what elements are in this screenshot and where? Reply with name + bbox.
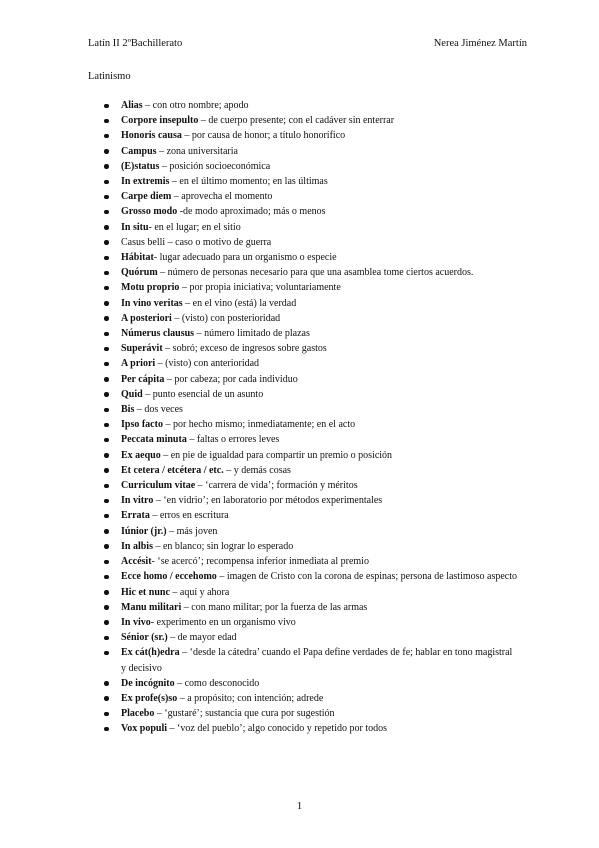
header-author: Nerea Jiménez Martín [433,38,527,49]
term-definition: - lugar adecuado para un organismo o especie [153,252,337,264]
list-item [88,280,518,295]
term-definition: – con mano militar; por la fuerza de las armas [181,601,368,613]
latin-term: Superávit [121,343,163,355]
latin-term: In vitro [121,495,154,507]
latin-term: Bis [121,404,135,416]
latin-term: Hic et nunc [121,586,170,598]
term-definition: – a propósito; con intención; adrede [177,692,324,704]
term-definition: – y demás cosas [223,464,291,476]
latin-term: In albis [121,540,153,552]
list-item [88,478,518,493]
page-header [88,38,527,49]
list-item [88,311,518,326]
list-item [88,524,518,539]
term-definition: – número de personas necesario para que una asamblea tome ciertos acuerdos. [157,267,474,279]
list-item [88,174,518,189]
term-definition: – con otro nombre; apodo [142,100,249,111]
term-definition: - experimento en un organismo vivo [150,616,296,628]
list-item [88,220,518,235]
latin-term: Quid [121,388,143,400]
term-definition: – por hecho mismo; inmediatamente; en el acto [162,419,356,431]
term-definition: – más joven [166,525,218,537]
term-definition: – ‘gustaré’; sustancia que cura por sugestión [154,708,335,720]
term-definition: – ‘en vidrio’; en laboratorio por métodos experimentales [153,495,383,507]
list-item [88,113,518,128]
term-definition: - ‘se acercó’; recompensa inferior inmediata al premio [151,556,369,568]
list-item [88,706,518,721]
list-item [88,159,518,174]
term-definition: – en blanco; sin lograr lo esperado [152,540,294,552]
term-definition: – sobró; exceso de ingresos sobre gastos [162,343,327,355]
latin-term: Hábitat [121,252,154,264]
list-item [88,691,518,706]
term-definition: – (visto) con posterioridad [171,312,281,324]
latin-term: Sénior (sr.) [121,632,168,644]
latin-term: Grosso modo [121,206,178,218]
list-item [88,144,518,159]
latin-term: Curriculum vitae [121,480,196,492]
term-definition: – posición socioeconómica [159,160,271,172]
list-item [88,721,518,736]
term-definition: – en pie de igualdad para compartir un premio o posición [160,449,393,461]
latin-term: Ecce homo / eccehomo [121,571,217,583]
latin-term: Manu militari [121,601,182,613]
latin-term: Placebo [121,708,155,720]
latin-term: Ex cát(h)edra [121,647,180,659]
term-definition: – como desconocido [174,677,260,689]
list-item [88,645,518,675]
list-item [88,402,518,417]
latin-term: Per cápita [121,373,165,385]
term-definition: -de modo aproximado; más o menos [177,206,326,218]
term-definition: – de cuerpo presente; con el cadáver sin enterrar [198,115,395,127]
latin-term: In vivo [121,616,151,628]
list-item [88,508,518,523]
list-item [88,630,518,645]
list-item [88,676,518,691]
list-item [88,585,518,600]
term-definition: – ‘carrera de vida’; formación y méritos [195,480,358,492]
term-definition: – por propia iniciativa; voluntariamente [179,282,341,294]
latin-term: Ex profe(s)so [121,692,178,704]
list-item [88,296,518,311]
latin-term: Vox populi [121,723,168,735]
list-item [88,204,518,219]
list-item [88,128,518,143]
term-definition: – zona universitaria [156,145,238,157]
list-item [88,569,518,584]
latin-term: Campus [121,145,157,157]
term-definition: - en el lugar; en el sitio [148,221,241,233]
list-item [88,372,518,387]
latin-term: In situ [121,221,149,233]
list-item [88,387,518,402]
list-item [88,448,518,463]
term-definition: – por causa de honor; a título honorífico [181,130,346,142]
term-definition: – (visto) con anterioridad [155,358,260,370]
list-item [88,265,518,280]
list-item [88,493,518,508]
latin-term: In vino veritas [121,297,183,309]
term-definition: – imagen de Cristo con la corona de espinas; persona de lastimoso aspecto [216,571,518,583]
list-item [88,463,518,478]
list-item [88,432,518,447]
latin-term: Carpe diem [121,191,172,203]
term-definition: – número limitado de plazas [194,328,310,340]
list-item [88,189,518,204]
list-item [88,615,518,630]
latin-term: Corpore insepulto [121,115,199,127]
list-item [88,417,518,432]
latin-term: Errata [121,510,150,522]
list-item [88,235,518,250]
latin-term: Honoris causa [121,130,182,142]
latin-term: Et cetera / etcétera / etc. [121,464,224,476]
term-definition: – faltas o errores leves [186,434,280,446]
document-title: Latinismo [88,71,131,82]
latin-term: Alias [121,100,143,111]
term-definition: – ‘desde la cátedra’ cuando el Papa define verdades de fe; hablar en tono magistral y decisivo [121,647,513,674]
latin-term: Númerus clausus [121,328,195,340]
page-number: 1 [296,800,303,812]
list-item [88,98,518,113]
list-item [88,554,518,569]
term-definition: – punto esencial de un asunto [142,388,264,400]
latin-term: Iúnior (jr.) [121,525,167,537]
latin-term: A posteriori [121,312,172,324]
term-definition: – en el último momento; en las últimas [169,176,328,188]
term-definition: Casus belli – caso o motivo de guerra [121,236,272,248]
list-item [88,341,518,356]
term-definition: – de mayor edad [167,632,237,644]
header-course: Latín II 2ºBachillerato [88,38,183,49]
latin-term: A priori [121,358,156,370]
list-item [88,539,518,554]
latin-term: Ipso facto [121,419,163,431]
latin-term: Quórum [121,267,158,279]
latin-term: (E)status [121,160,160,172]
list-item [88,250,518,265]
latin-term: Peccata minuta [121,434,187,446]
term-definition: – aprovecha el momento [171,191,273,203]
term-definition: – dos veces [134,404,183,416]
latinism-list [88,98,518,737]
list-item [88,356,518,371]
term-definition: – erros en escritura [149,510,229,522]
term-definition: – aquí y ahora [169,586,230,598]
latin-term: Ex aequo [121,449,161,461]
latin-term: De incógnito [121,677,175,689]
list-item [88,326,518,341]
term-definition: – en el vino (está) la verdad [182,297,297,309]
term-definition: – por cabeza; por cada individuo [164,373,298,385]
latin-term: Accésit [121,556,152,568]
latin-term: Motu proprio [121,282,180,294]
term-definition: – ‘voz del pueblo’; algo conocido y repetido por todos [167,723,387,735]
list-item [88,600,518,615]
latin-term: In extremis [121,176,170,188]
